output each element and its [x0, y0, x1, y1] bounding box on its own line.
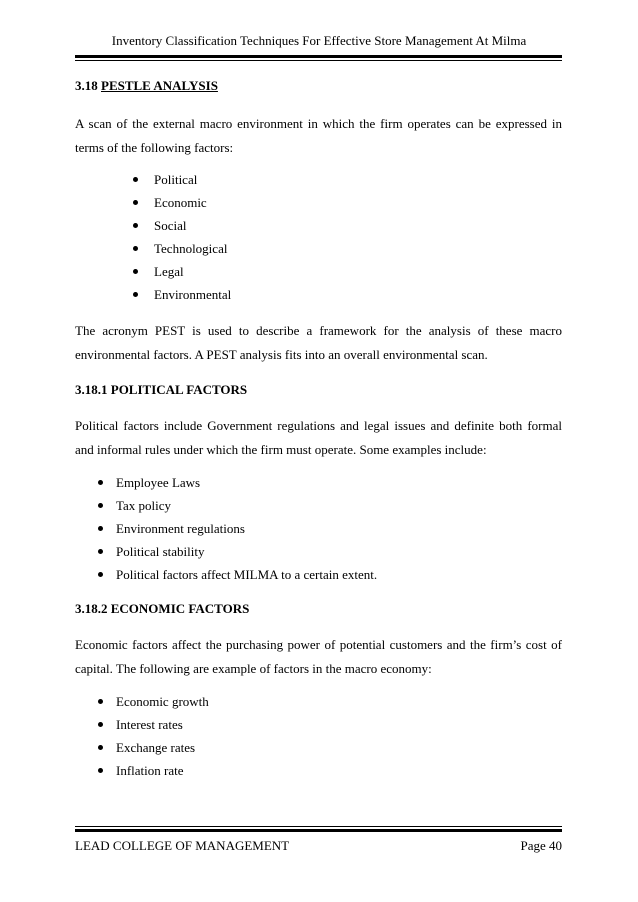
list-item: Political factors affect MILMA to a certain extent. [75, 563, 562, 586]
economic-list [75, 690, 562, 782]
list-item: Environment regulations [75, 517, 562, 540]
list-item: Legal [75, 260, 562, 283]
footer-page-number: Page 40 [520, 838, 562, 853]
list-item: Environmental [75, 283, 562, 306]
bullet-icon [98, 526, 103, 531]
footer-rule-thin [75, 826, 562, 827]
bullet-icon [133, 200, 138, 205]
page-header-title: Inventory Classification Techniques For Effective Store Management At Milma [111, 33, 527, 48]
bullet-icon [133, 177, 138, 182]
list-item: Political [75, 168, 562, 191]
list-item: Tax policy [75, 494, 562, 517]
list-item: Social [75, 214, 562, 237]
page-content [75, 75, 562, 782]
list-item: Interest rates [75, 713, 562, 736]
pestle-factor-list [75, 168, 562, 306]
bullet-icon [133, 223, 138, 228]
header-rule-thick [75, 55, 562, 58]
list-item: Exchange rates [75, 736, 562, 759]
pestle-intro: A scan of the external macro environment in which the firm operates can be expressed in terms of the following factors: [75, 116, 562, 155]
pestle-heading-number: 3.18 [75, 78, 98, 93]
list-item: Political stability [75, 540, 562, 563]
bullet-icon [98, 768, 103, 773]
footer-rule-thick [75, 829, 562, 832]
bullet-icon [98, 745, 103, 750]
bullet-icon [133, 292, 138, 297]
bullet-icon [98, 503, 103, 508]
list-item: Economic [75, 191, 562, 214]
header-rule-thin [75, 60, 562, 61]
bullet-icon [98, 480, 103, 485]
bullet-icon [98, 572, 103, 577]
economic-heading: 3.18.2 ECONOMIC FACTORS [75, 601, 250, 616]
bullet-icon [98, 699, 103, 704]
list-item: Inflation rate [75, 759, 562, 782]
list-item: Economic growth [75, 690, 562, 713]
bullet-icon [98, 549, 103, 554]
pestle-heading-title: PESTLE ANALYSIS [101, 78, 218, 93]
bullet-icon [133, 269, 138, 274]
economic-intro: Economic factors affect the purchasing power of potential customers and the firm’s cost of capital. The following are example of factors in the macro economy: [75, 637, 562, 676]
political-heading: 3.18.1 POLITICAL FACTORS [75, 382, 248, 397]
political-intro: Political factors include Government regulations and legal issues and definite both formal and informal rules under which the firm must operate. Some examples include: [75, 418, 562, 457]
pestle-closing: The acronym PEST is used to describe a framework for the analysis of these macro environmental factors. A PEST analysis fits into an overall environmental scan. [75, 323, 562, 362]
list-item: Employee Laws [75, 471, 562, 494]
footer-college-name: LEAD COLLEGE OF MANAGEMENT [75, 838, 290, 853]
bullet-icon [98, 722, 103, 727]
bullet-icon [133, 246, 138, 251]
political-list [75, 471, 562, 586]
list-item: Technological [75, 237, 562, 260]
pestle-heading [75, 75, 562, 97]
